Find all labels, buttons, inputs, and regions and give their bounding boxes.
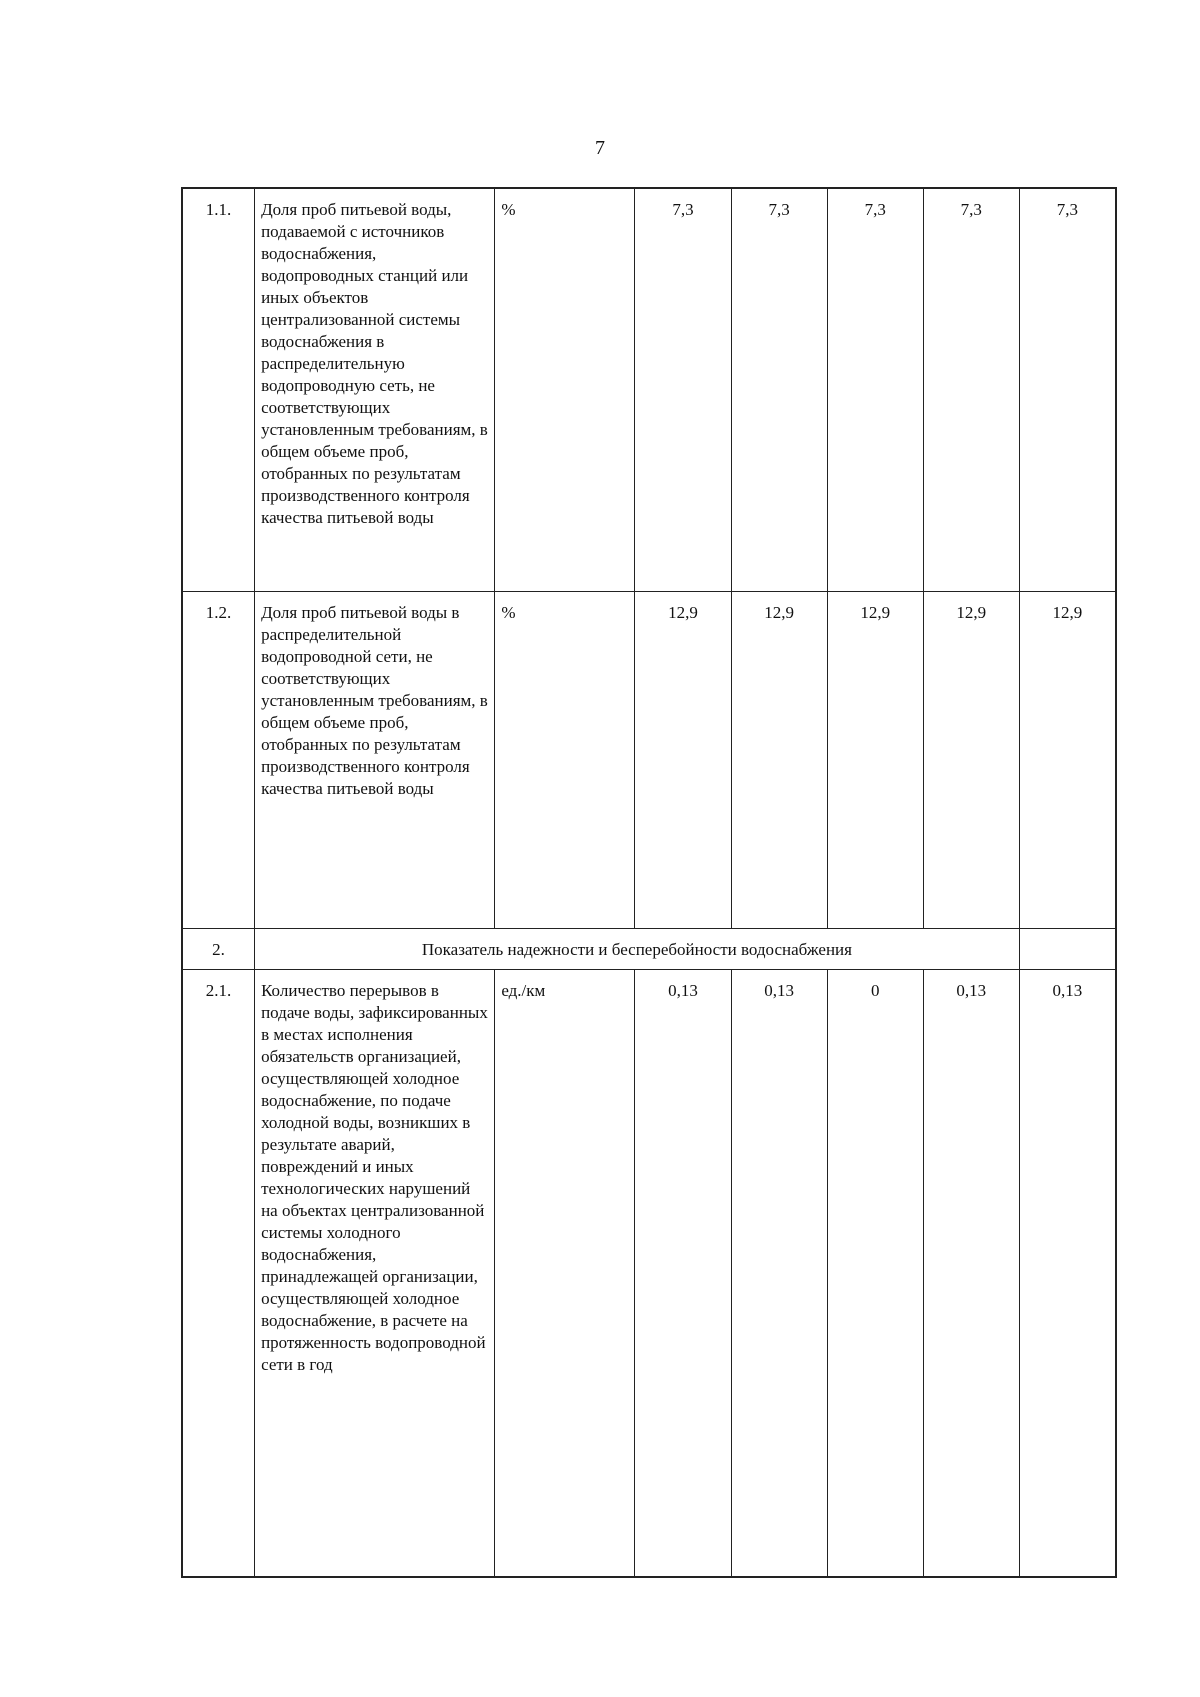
value-cell: 12,9	[827, 592, 923, 929]
value-cell: 12,9	[731, 592, 827, 929]
section-number: 2.	[183, 929, 255, 970]
section-title: Показатель надежности и бесперебойности водоснабжения	[255, 929, 1020, 970]
unit-cell: ед./км	[495, 970, 635, 1577]
value-cell: 0,13	[731, 970, 827, 1577]
value-cell: 7,3	[731, 189, 827, 592]
value-cell: 12,9	[923, 592, 1019, 929]
value-cell: 0,13	[1019, 970, 1115, 1577]
indicators-table-frame	[181, 187, 1117, 1578]
table-row	[183, 970, 1116, 1577]
unit-cell: %	[495, 592, 635, 929]
row-number: 2.1.	[183, 970, 255, 1577]
value-cell: 0,13	[635, 970, 731, 1577]
value-cell: 0,13	[923, 970, 1019, 1577]
indicators-table	[182, 188, 1116, 1577]
row-number: 1.2.	[183, 592, 255, 929]
row-number: 1.1.	[183, 189, 255, 592]
page-number: 7	[595, 137, 605, 159]
unit-cell: %	[495, 189, 635, 592]
value-cell: 7,3	[827, 189, 923, 592]
value-cell: 7,3	[923, 189, 1019, 592]
table-row	[183, 592, 1116, 929]
indicator-name: Доля проб питьевой воды в распределительной водопроводной сети, не соответствующих установленным требованиям, в общем объеме проб, отобранных по результатам производственного контроля качества питьевой воды	[255, 592, 495, 929]
value-cell: 0	[827, 970, 923, 1577]
section-row	[183, 929, 1116, 970]
value-cell: 7,3	[635, 189, 731, 592]
table-row	[183, 189, 1116, 592]
indicator-name: Доля проб питьевой воды, подаваемой с источников водоснабжения, водопроводных станций или иных объектов централизованной системы водоснабжения в распределительную водопроводную сеть, не соответствующих установленным требованиям, в общем объеме проб, отобранных по результатам производственного контроля качества питьевой воды	[255, 189, 495, 592]
section-empty-cell	[1019, 929, 1115, 970]
indicator-name: Количество перерывов в подаче воды, зафиксированных в местах исполнения обязательств организацией, осуществляющей холодное водоснабжение, по подаче холодной воды, возникших в результате аварий, повреждений и иных технологических нарушений на объектах централизованной системы холодного водоснабжения, принадлежащей организации, осуществляющей холодное водоснабжение, в расчете на протяженность водопроводной сети в год	[255, 970, 495, 1577]
value-cell: 12,9	[1019, 592, 1115, 929]
value-cell: 7,3	[1019, 189, 1115, 592]
value-cell: 12,9	[635, 592, 731, 929]
